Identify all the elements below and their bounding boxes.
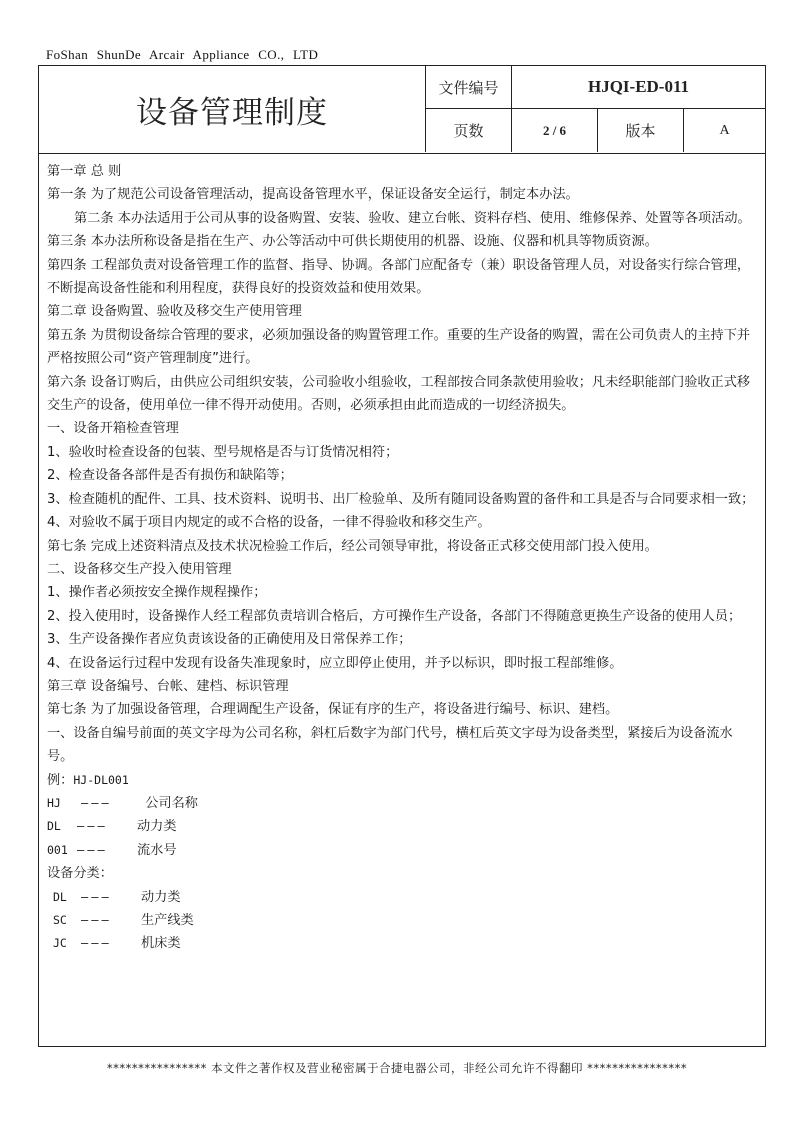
article-paragraph: 第七条 完成上述资料清点及技术状况检验工作后，经公司领导审批，将设备正式移交使用部门投入使用。 [47, 538, 658, 554]
document-title: 设备管理制度 [39, 66, 426, 152]
article-paragraph: 第五条 为贯彻设备综合管理的要求，必须加强设备的购置管理工作。重要的生产设备的购置，需在公司负责人的主持下并严格按照公司“资产管理制度”进行。 [47, 327, 751, 367]
doc-number-value: HJQI-ED-011 [512, 66, 765, 109]
example-code: HJ-DL001 [73, 772, 129, 787]
list-item: 3、检查随机的配件、工具、技术资料、说明书、出厂检验单、及所有随同设备购置的备件和工具是否与合同要求相一致； [47, 491, 755, 507]
section-heading: 一、设备开箱检查管理 [47, 421, 179, 437]
class-code: DL [53, 889, 67, 904]
company-name: FoShan ShunDe Arcair Appliance CO., LTD [46, 47, 319, 62]
article-paragraph: 第四条 工程部负责对设备管理工作的监督、指导、协调。各部门应配备专（兼）职设备管理人员，对设备实行综合管理，不断提高设备性能和利用程度，获得良好的投资效益和使用效果。 [47, 257, 751, 297]
dash-separator: ——— [77, 819, 108, 834]
confidentiality-footer: **************** 本文件之著作权及营业秘密属于合捷电器公司，非经公司允许不得翻印 **************** [106, 1061, 688, 1075]
class-meaning: 生产线类 [141, 913, 194, 928]
list-item: 1、操作者必须按安全操作规程操作； [47, 585, 267, 601]
section-heading: 二、设备移交生产投入使用管理 [47, 561, 232, 577]
dash-separator: ——— [81, 936, 112, 951]
code-row [47, 792, 757, 815]
chapter-heading: 第三章 设备编号、台帐、建档、标识管理 [47, 678, 289, 694]
class-meaning: 动力类 [141, 889, 181, 905]
code-value: DL [47, 819, 61, 834]
doc-number-label: 文件编号 [426, 66, 512, 109]
class-code: SC [53, 913, 67, 927]
code-value: HJ [47, 795, 61, 810]
list-item: 2、投入使用时，设备操作人经工程部负责培训合格后，方可操作生产设备，各部门不得随意更换生产设备的使用人员； [47, 608, 742, 624]
document-header [39, 66, 765, 154]
article-paragraph: 第六条 设备订购后，由供应公司组织安装，公司验收小组验收，工程部按合同条款使用验收；凡未经职能部门验收正式移交生产的设备，使用单位一律不得开动使用。否则，必须承担由此而造成的一切经济损失。 [47, 374, 751, 414]
chapter-heading: 第二章 设备购置、验收及移交生产使用管理 [47, 304, 302, 320]
example-line [47, 769, 757, 792]
classification-heading: 设备分类： [47, 866, 113, 882]
article-paragraph: 一、设备自编号前面的英文字母为公司名称，斜杠后数字为部门代号，横杠后英文字母为设备类型，紧接后为设备流水号。 [47, 725, 733, 765]
class-row [47, 909, 757, 932]
version-value: A [719, 122, 730, 138]
dash-separator: ——— [81, 795, 112, 810]
code-meaning: 公司名称 [145, 795, 198, 811]
list-item: 1、验收时检查设备的包装、型号规格是否与订货情况相符； [47, 444, 399, 460]
chapter-heading: 第一章 总 则 [47, 164, 122, 179]
class-row [47, 886, 757, 909]
dash-separator: ——— [81, 889, 112, 904]
page-count-label: 页数 [426, 109, 512, 152]
article-paragraph: 第三条 本办法所称设备是指在生产、办公等活动中可供长期使用的机器、设施、仪器和机具等物质资源。 [47, 234, 658, 250]
example-label: 例： [47, 772, 74, 788]
article-paragraph: 第七条 为了加强设备管理，合理调配生产设备，保证有序的生产，将设备进行编号、标识、建档。 [47, 702, 619, 718]
article-paragraph: 第二条 本办法适用于公司从事的设备购置、安装、验收、建立台帐、资料存档、使用、维修保养、处置等各项活动。 [74, 210, 751, 226]
code-row [47, 815, 757, 838]
class-row [47, 932, 757, 955]
list-item: 4、在设备运行过程中发现有设备失准现象时，应立即停止使用，并予以标识，即时报工程部维修。 [47, 655, 623, 671]
article-paragraph: 第一条 为了规范公司设备管理活动，提高设备管理水平，保证设备安全运行，制定本办法。 [47, 187, 579, 203]
class-meaning: 机床类 [141, 936, 181, 952]
code-row [47, 839, 757, 862]
code-meaning: 流水号 [137, 842, 177, 858]
list-item: 3、生产设备操作者应负责该设备的正确使用及日常保养工作； [47, 632, 412, 648]
code-meaning: 动力类 [137, 819, 177, 835]
dash-separator: ——— [81, 913, 112, 927]
code-value: 001 [47, 842, 68, 857]
version-label: 版本 [598, 109, 684, 152]
list-item: 4、对验收不属于项目内规定的或不合格的设备，一律不得验收和移交生产。 [47, 515, 491, 531]
page-count-value: 2 / 6 [512, 109, 598, 152]
document-body [47, 160, 757, 956]
dash-separator: ——— [77, 842, 108, 857]
list-item: 2、检查设备各部件是否有损伤和缺陷等； [47, 468, 293, 484]
class-code: JC [53, 936, 67, 951]
document-frame [38, 65, 766, 1047]
